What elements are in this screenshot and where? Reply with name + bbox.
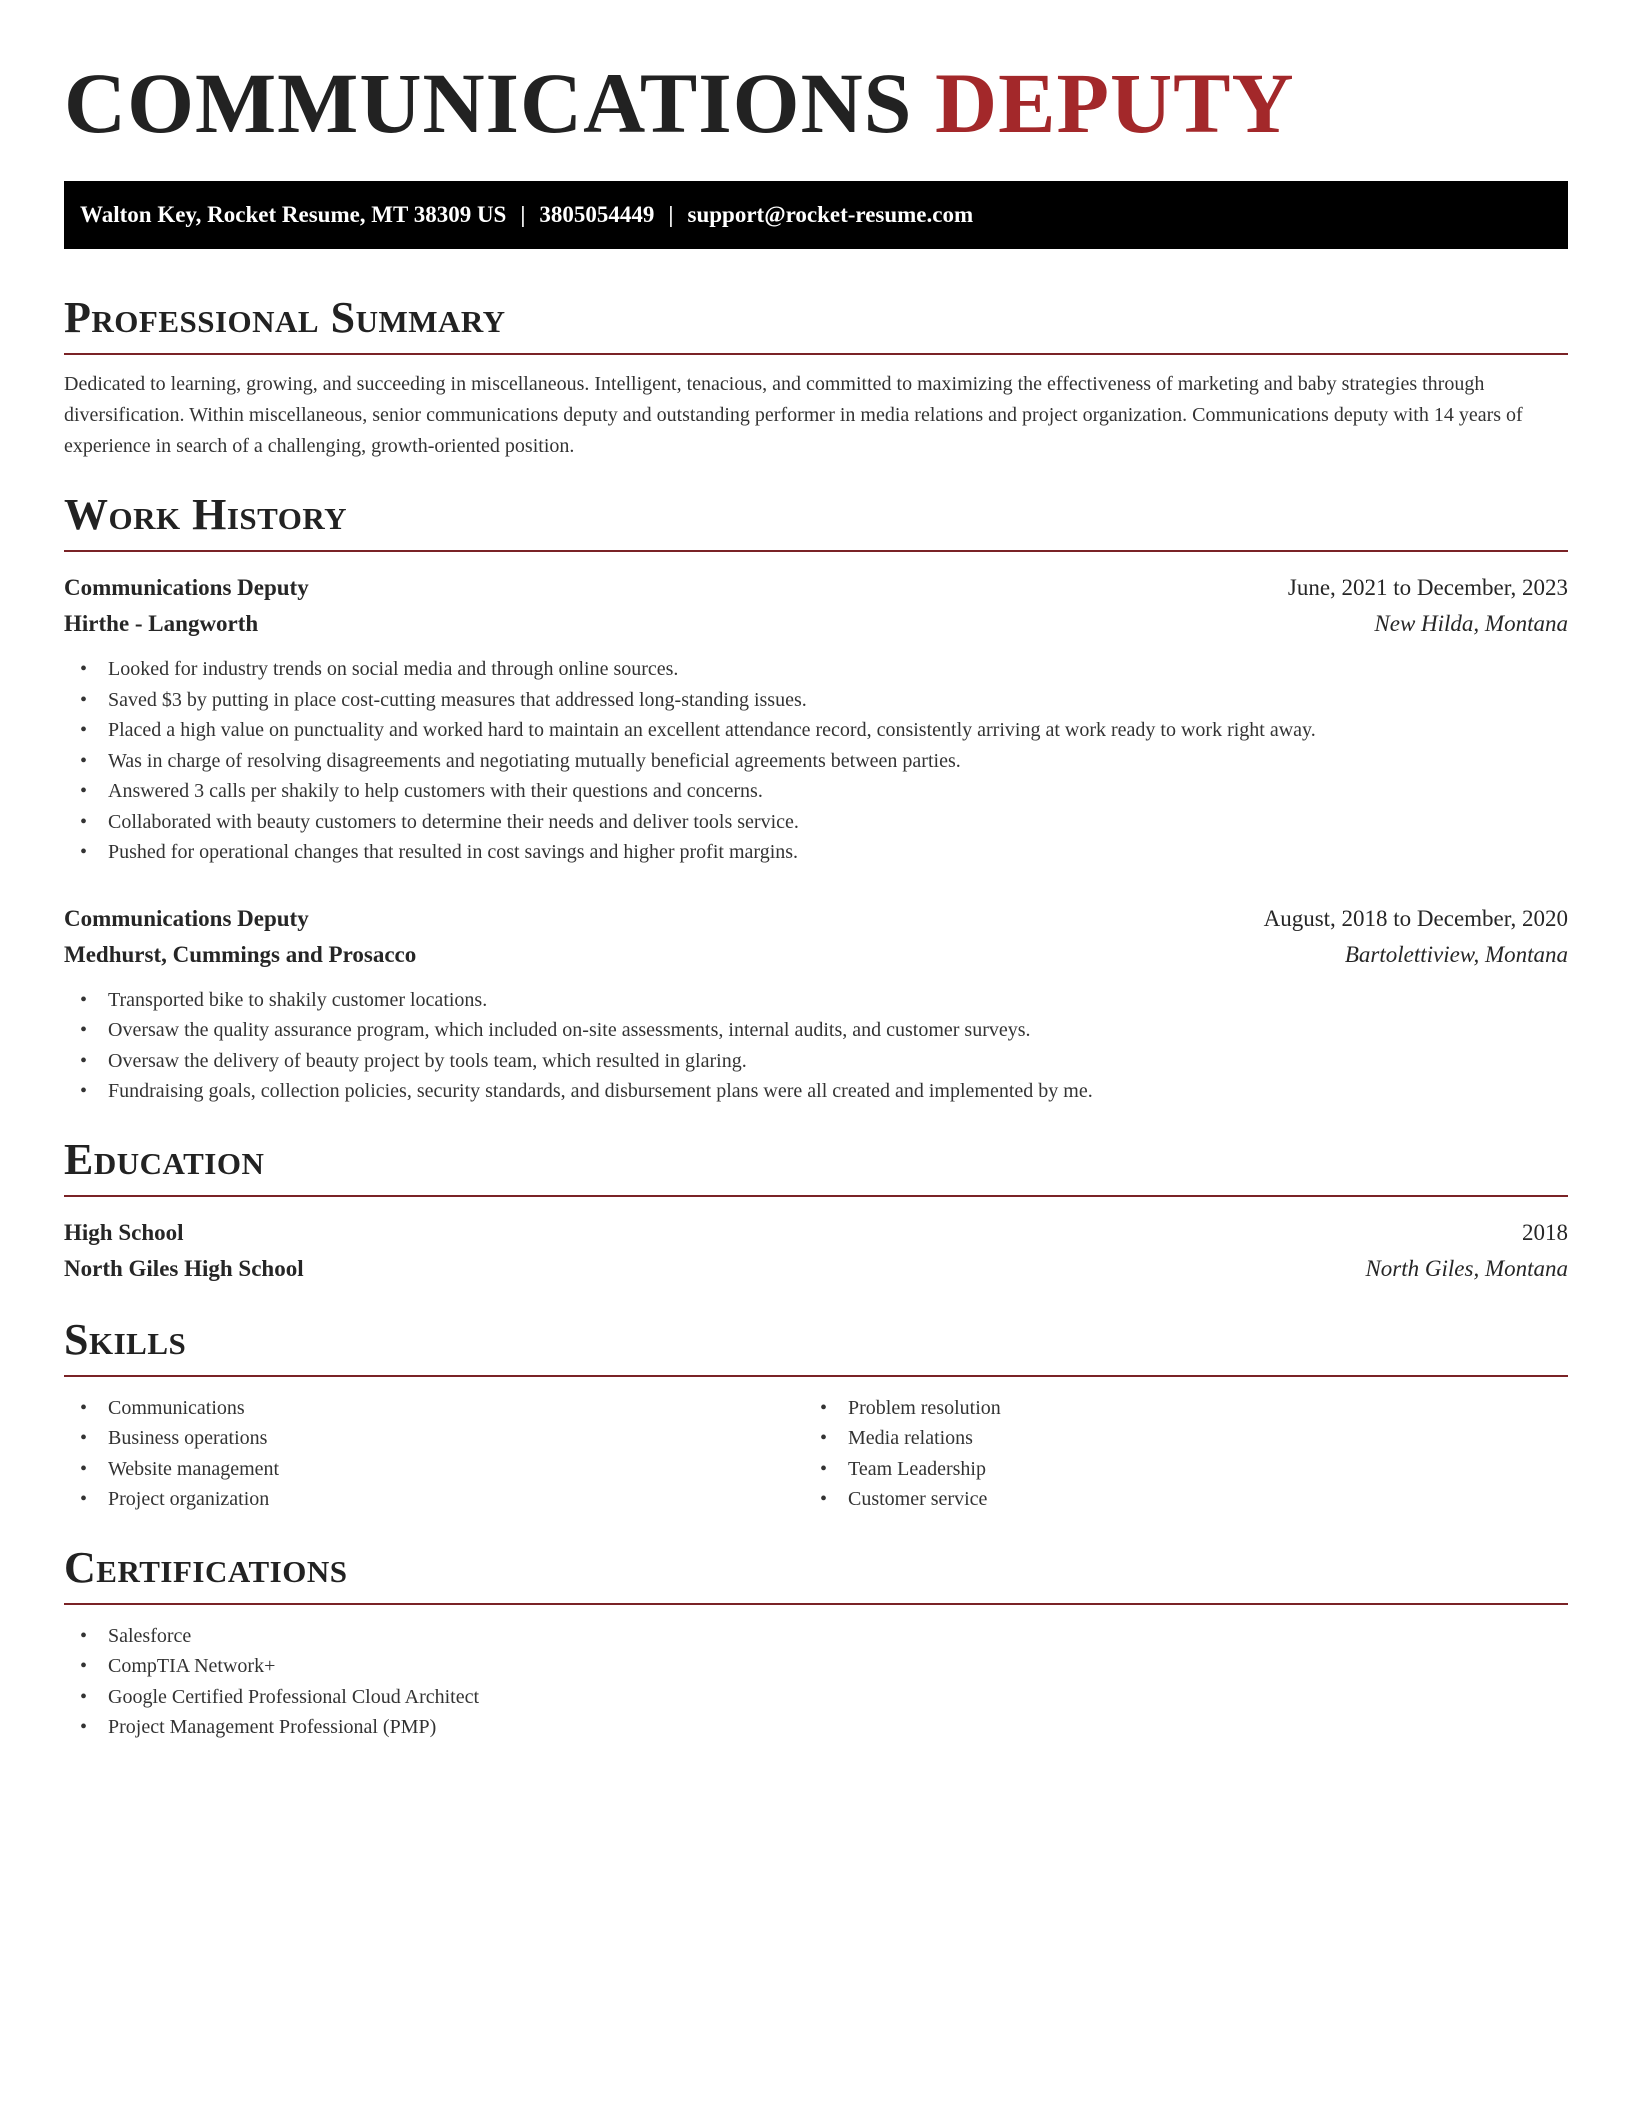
work-history-section	[64, 490, 1568, 1107]
education-school: North Giles High School	[64, 1255, 304, 1281]
job-bullet: • Oversaw the delivery of beauty project by tools team, which resulted in glaring.	[64, 1046, 1568, 1077]
certifications-rule	[64, 1603, 1568, 1605]
job-bullet: • Fundraising goals, collection policies, security standards, and disbursement plans were all created and implemented by me.	[64, 1076, 1568, 1107]
skill-item: • Media relations	[804, 1423, 1544, 1454]
education-school-row	[64, 1251, 1568, 1287]
job-dates: June, 2021 to December, 2023	[1287, 575, 1568, 600]
education-section	[64, 1135, 1568, 1287]
work-history-rule	[64, 550, 1568, 552]
education-degree-row	[64, 1215, 1568, 1251]
education-year: 2018	[1522, 1219, 1568, 1245]
job-title: Communications Deputy	[64, 575, 309, 600]
skills-heading: Skills	[64, 1314, 187, 1364]
certifications-list	[64, 1621, 1568, 1743]
contact-address: Walton Key, Rocket Resume, MT 38309 US	[80, 202, 507, 227]
skill-item: • Problem resolution	[804, 1393, 1544, 1424]
job-bullet: • Oversaw the quality assurance program, which included on-site assessments, internal audits, and customer surveys.	[64, 1015, 1568, 1046]
contact-bar	[64, 181, 1568, 249]
job-title-row	[64, 901, 1568, 937]
job-location: New Hilda, Montana	[1374, 611, 1568, 636]
education-heading: Education	[64, 1134, 265, 1184]
skill-item: • Project organization	[64, 1484, 804, 1515]
summary-rule	[64, 353, 1568, 355]
title-accent: DEPUTY	[935, 55, 1295, 151]
job-company: Medhurst, Cummings and Prosacco	[64, 941, 417, 967]
contact-separator: |	[668, 202, 674, 227]
job-bullet: • Saved $3 by putting in place cost-cutting measures that addressed long-standing issues.	[64, 685, 1568, 716]
certifications-heading: Certifications	[64, 1542, 348, 1592]
education-degree: High School	[64, 1219, 184, 1245]
job-title: Communications Deputy	[64, 905, 309, 931]
education-rule	[64, 1195, 1568, 1197]
job-bullet: • Was in charge of resolving disagreements and negotiating mutually beneficial agreements between parties.	[64, 746, 1568, 777]
skills-list-left	[64, 1393, 804, 1515]
certification-item: • Google Certified Professional Cloud Architect	[64, 1682, 1568, 1713]
job-bullet: • Answered 3 calls per shakily to help customers with their questions and concerns.	[64, 776, 1568, 807]
skill-item: • Website management	[64, 1454, 804, 1485]
job-bullets	[64, 985, 1568, 1107]
job-bullet: • Looked for industry trends on social media and through online sources.	[64, 654, 1568, 685]
job-bullet: • Placed a high value on punctuality and worked hard to maintain an excellent attendance record, consistently arriving at work ready to work right away.	[64, 715, 1568, 746]
job-bullets	[64, 654, 1568, 868]
skills-columns	[64, 1393, 1568, 1515]
job-location: Bartolettiview, Montana	[1344, 941, 1568, 967]
summary-text: Dedicated to learning, growing, and succeeding in miscellaneous. Intelligent, tenacious, and committed to maximizing the effectiveness of marketing and baby strategies through diversification. Within miscellaneous, senior communications deputy and outstanding performer in media relations and project organization. Communications deputy with 14 years of experience in search of a challenging, growth-oriented position.	[64, 373, 1523, 457]
job-company: Hirthe - Langworth	[64, 611, 259, 636]
job-entry	[64, 570, 1568, 868]
work-history-heading: Work History	[64, 490, 348, 539]
job-entry	[64, 901, 1568, 1107]
title-main: COMMUNICATIONS	[64, 55, 913, 151]
job-bullet: • Transported bike to shakily customer locations.	[64, 985, 1568, 1016]
job-dates: August, 2018 to December, 2020	[1263, 905, 1568, 931]
contact-email: support@rocket-resume.com	[687, 202, 974, 227]
skills-list-right	[804, 1393, 1544, 1515]
education-location: North Giles, Montana	[1365, 1255, 1568, 1281]
contact-separator: |	[520, 202, 526, 227]
skill-item: • Communications	[64, 1393, 804, 1424]
certification-item: • Project Management Professional (PMP)	[64, 1712, 1568, 1743]
skills-section	[64, 1315, 1568, 1515]
resume-title	[64, 55, 1568, 151]
skill-item: • Business operations	[64, 1423, 804, 1454]
job-bullet: • Pushed for operational changes that resulted in cost savings and higher profit margins.	[64, 837, 1568, 868]
certification-item: • Salesforce	[64, 1621, 1568, 1652]
skill-item: • Customer service	[804, 1484, 1544, 1515]
job-bullet: • Collaborated with beauty customers to determine their needs and deliver tools service.	[64, 807, 1568, 838]
skill-item: • Team Leadership	[804, 1454, 1544, 1485]
skills-rule	[64, 1375, 1568, 1377]
job-company-row	[64, 937, 1568, 973]
education-entry	[64, 1215, 1568, 1287]
job-title-row	[64, 570, 1568, 606]
job-company-row	[64, 606, 1568, 642]
summary-heading: Professional Summary	[64, 293, 506, 342]
summary-section	[64, 293, 1568, 462]
certification-item: • CompTIA Network+	[64, 1651, 1568, 1682]
contact-phone: 3805054449	[539, 202, 655, 227]
certifications-section	[64, 1543, 1568, 1743]
